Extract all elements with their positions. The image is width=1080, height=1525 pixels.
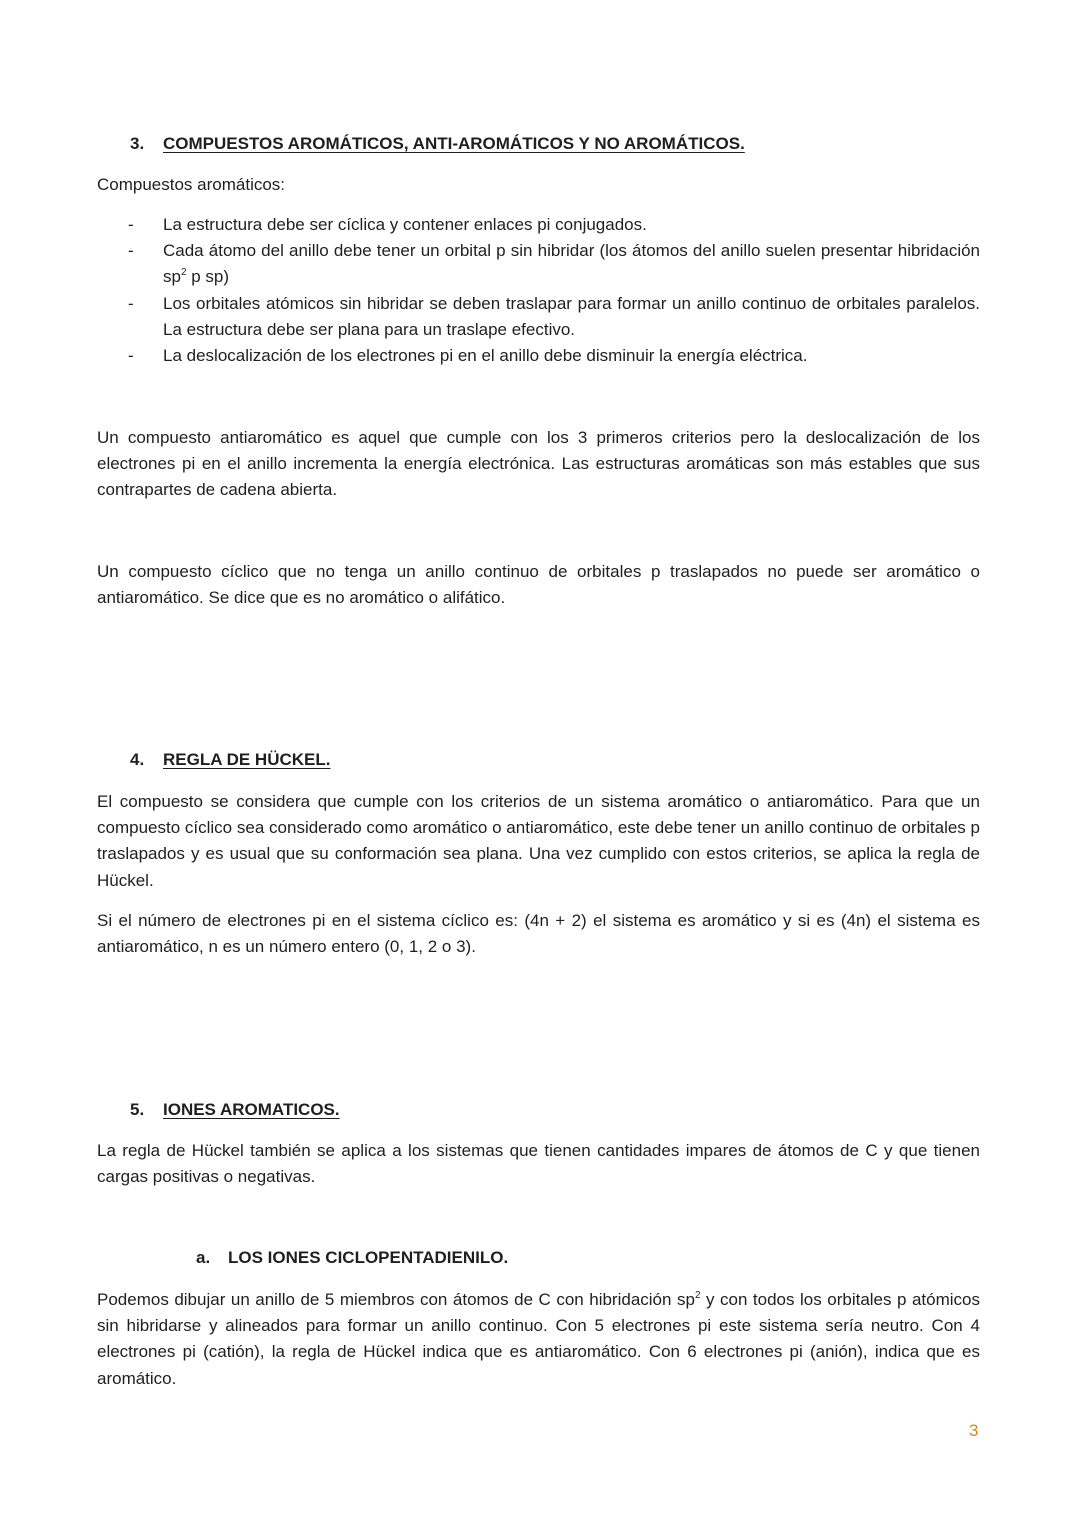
section-4-title: REGLA DE HÜCKEL. — [163, 750, 331, 769]
subsection-a-heading — [196, 1245, 508, 1271]
section-5-title: IONES AROMATICOS. — [163, 1100, 340, 1119]
nonaromatic-paragraph: Un compuesto cíclico que no tenga un anillo continuo de orbitales p traslapados no puede ser aromático o antiaromático. Se dice que es no aromático o alifático. — [97, 562, 980, 608]
cyclopentadienyl-paragraph: Podemos dibujar un anillo de 5 miembros con átomos de C con hibridación $sp^2$ y con todos los orbitales p atómicos sin hibridarse y alineados para formar un anillo continuo. Con 5 electrones pi este sistema sería neutro. Con 4 electrones pi (catión), la regla de Hückel indica que es antiaromático. Con 6 electrones pi (anión), indica que es aromático. — [97, 1290, 980, 1388]
section-5-heading — [130, 1097, 340, 1123]
criteria-item-4: - La deslocalización de los electrones pi en el anillo debe disminuir la energía eléctrica. — [128, 346, 808, 366]
criteria-item-2: - Cada átomo del anillo debe tener un orbital p sin hibridar (los átomos del anillo suelen presentar hibridación $sp^2$ p sp) — [128, 241, 980, 287]
criteria-item-1: - La estructura debe ser cíclica y contener enlaces pi conjugados. — [128, 215, 647, 234]
section-3-number: 3. — [130, 134, 145, 153]
section-4-heading — [130, 747, 331, 773]
section-4-number: 4. — [130, 750, 145, 769]
section-3-heading — [130, 131, 745, 157]
subsection-a-number: a. — [196, 1248, 211, 1267]
antiaromatic-paragraph: Un compuesto antiaromático es aquel que cumple con los 3 primeros criterios pero la deslocalización de los electrones pi en el anillo incrementa la energía electrónica. Las estructuras aromáticas son más estables que sus contrapartes de cadena abierta. — [97, 428, 980, 500]
superscript-2: 2 — [694, 1290, 701, 1301]
aromatic-ions-paragraph: La regla de Hückel también se aplica a los sistemas que tienen cantidades impares de átomos de C y que tienen cargas positivas o negativas. — [97, 1141, 980, 1187]
aromatic-intro: Compuestos aromáticos: — [97, 175, 286, 194]
superscript-2: 2 — [180, 267, 187, 279]
criteria-item-3: - Los orbitales atómicos sin hibridar se deben traslapar para formar un anillo continuo de orbitales paralelos. La estructura debe ser plana para un traslape efectivo. — [128, 293, 980, 339]
huckel-paragraph-1: El compuesto se considera que cumple con los criterios de un sistema aromático o antiaromático. Para que un compuesto cíclico sea considerado como aromático o antiaromático, este debe tener un anillo continuo de orbitales p traslapados y es usual que su conformación sea plana. Una vez cumplido con estos criterios, se aplica la regla de Hückel. — [97, 792, 980, 890]
page-number: 3 — [969, 1421, 979, 1440]
huckel-paragraph-2: Si el número de electrones pi en el sistema cíclico es: (4n + 2) el sistema es aromático y si es (4n) el sistema es antiaromático, n es un número entero (0, 1, 2 o 3). — [97, 911, 980, 957]
section-5-number: 5. — [130, 1100, 145, 1119]
subsection-a-title: LOS IONES CICLOPENTADIENILO. — [228, 1248, 509, 1267]
aromatic-criteria-list — [97, 212, 980, 369]
section-3-title: COMPUESTOS AROMÁTICOS, ANTI-AROMÁTICOS Y NO AROMÁTICOS. — [163, 134, 745, 153]
